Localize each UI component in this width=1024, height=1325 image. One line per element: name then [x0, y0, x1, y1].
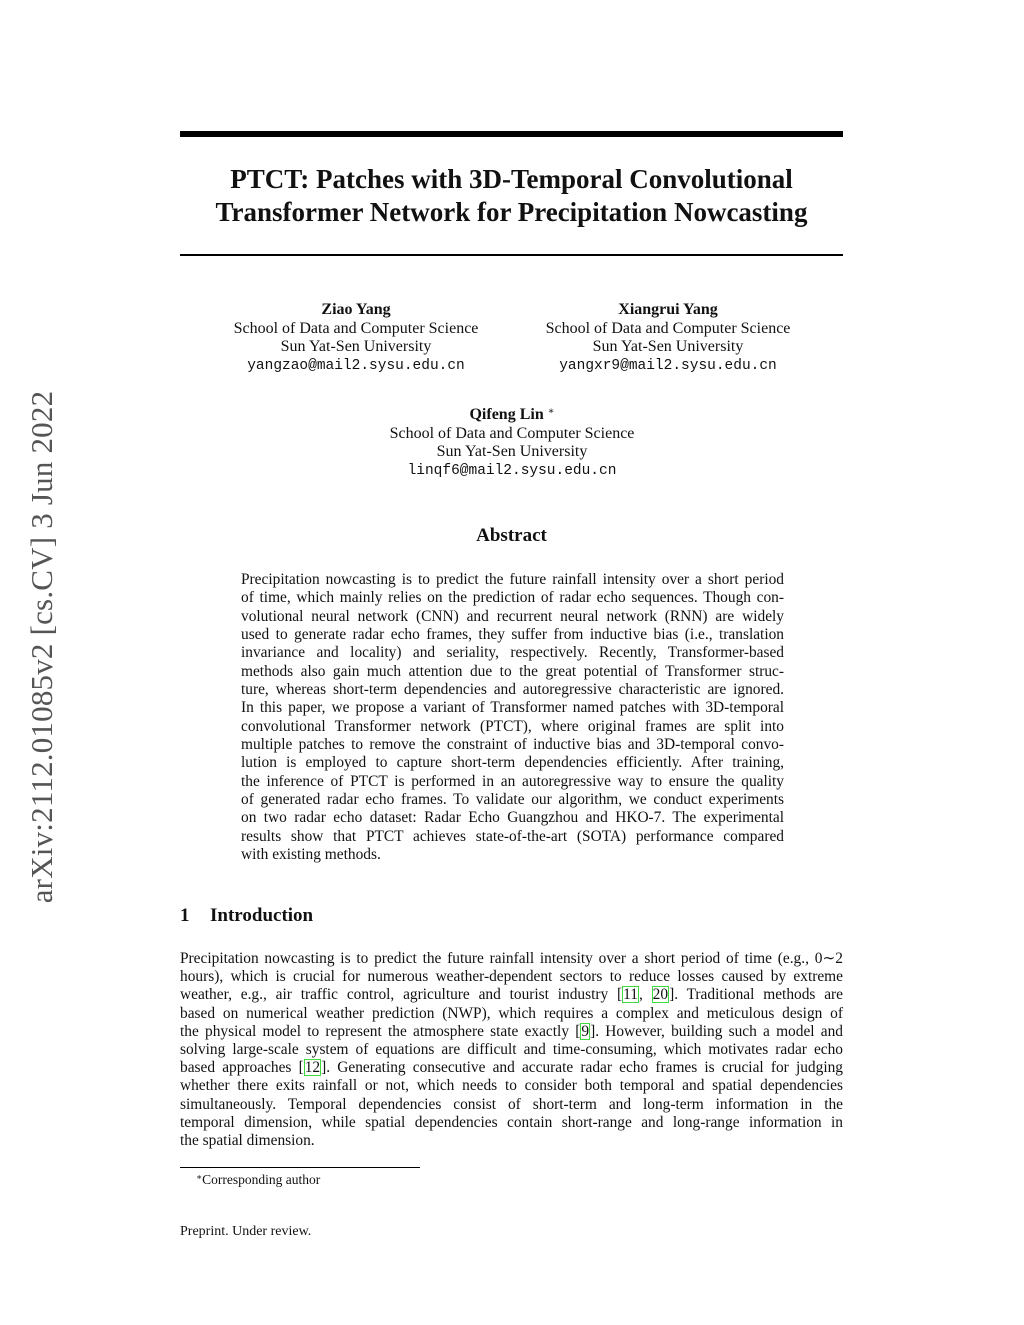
intro-text: ]. Generating consecutive and accurate radar echo frames is crucial for judging — [321, 1059, 843, 1077]
section-number: 1 — [180, 905, 190, 926]
intro-line: the spatial dimension. — [180, 1132, 315, 1150]
intro-text: the physical model to represent the atmosphere state exactly [ — [180, 1022, 581, 1040]
author-affiliation: School of Data and Computer Science — [389, 424, 635, 442]
abstract-line: results show that PTCT achieves state-of-the-art (SOTA) performance compared — [241, 827, 784, 845]
footnote — [196, 1172, 320, 1188]
author-affiliation: School of Data and Computer Science — [233, 319, 479, 337]
citation-link[interactable]: 12 — [304, 1059, 321, 1077]
section-heading-introduction — [180, 905, 313, 927]
author-university: Sun Yat-Sen University — [436, 443, 588, 460]
author-email[interactable]: yangzao@mail2.sysu.edu.cn — [247, 357, 465, 374]
abstract-line: methods also gain much attention due to the great potential of Transformer struc- — [241, 662, 784, 680]
abstract-line: used to generate radar echo frames, they suffer from inductive bias (i.e., translation — [241, 626, 784, 644]
abstract-heading: Abstract — [476, 525, 547, 546]
abstract-line: of time, which mainly relies on the prediction of radar echo sequences. Though con- — [241, 589, 784, 607]
author-university: Sun Yat-Sen University — [592, 338, 744, 355]
abstract-line: lution is employed to capture short-term dependencies efficiently. After training, — [241, 754, 784, 772]
section-title: Introduction — [210, 905, 314, 926]
intro-line: based on numerical weather prediction (NWP), which requires a complex and meticulous design of — [180, 1004, 843, 1022]
intro-text: weather, e.g., air traffic control, agriculture and tourist industry [ — [180, 986, 623, 1004]
author-email[interactable]: yangxr9@mail2.sysu.edu.cn — [559, 357, 777, 374]
title-line-2: Transformer Network for Precipitation Nowcasting — [215, 197, 808, 227]
intro-line: simultaneously. Temporal dependencies consist of short-term and long-term information in the — [180, 1095, 843, 1113]
corresponding-author-marker: ∗ — [547, 406, 555, 417]
paper-title — [180, 163, 843, 229]
abstract-line: In this paper, we propose a variant of Transformer named patches with 3D-temporal — [241, 699, 784, 717]
author-block-1 — [206, 301, 506, 375]
footnote-rule — [180, 1167, 420, 1168]
citation-link[interactable]: 11 — [623, 986, 638, 1004]
intro-line — [180, 1059, 843, 1077]
preprint-note: Preprint. Under review. — [180, 1224, 312, 1239]
abstract-line: Precipitation nowcasting is to predict the future rainfall intensity over a short period — [241, 571, 784, 588]
intro-text: , — [639, 986, 652, 1004]
intro-line — [180, 1023, 843, 1041]
author-name: Qifeng Lin — [469, 406, 544, 423]
abstract-line: volutional neural network (CNN) and recurrent neural network (RNN) are widely — [241, 607, 784, 625]
title-line-1: PTCT: Patches with 3D-Temporal Convolutional — [230, 164, 793, 194]
intro-line: hours), which is crucial for numerous weather-dependent sectors to reduce losses caused by extreme — [180, 968, 843, 986]
abstract-line: the inference of PTCT is performed in an autoregressive way to ensure the quality — [241, 772, 784, 790]
author-email[interactable]: linqf6@mail2.sysu.edu.cn — [407, 462, 617, 479]
title-bottom-rule — [180, 254, 843, 256]
abstract-line: ture, whereas short-term dependencies and autoregressive characteristic are ignored. — [241, 681, 784, 699]
abstract-line: multiple patches to remove the constraint of inductive bias and 3D-temporal convo- — [241, 736, 784, 754]
introduction-body — [180, 950, 843, 1150]
abstract-body — [241, 571, 784, 865]
intro-line: Precipitation nowcasting is to predict the future rainfall intensity over a short period of time (e.g., 0∼2 — [180, 950, 843, 967]
intro-line: temporal dimension, while spatial dependencies contain short-range and long-range information in — [180, 1113, 843, 1131]
author-name: Ziao Yang — [321, 301, 391, 318]
author-block-3 — [362, 403, 662, 480]
footnote-text: Corresponding author — [202, 1172, 321, 1187]
author-block-2 — [518, 301, 818, 375]
intro-line: whether there exits rainfall or not, which needs to consider both temporal and spatial dependencies — [180, 1077, 843, 1095]
intro-text: based approaches [ — [180, 1059, 304, 1077]
abstract-line: invariance and locality) and seriality, respectively. Recently, Transformer-based — [241, 644, 784, 662]
citation-link[interactable]: 20 — [652, 986, 669, 1004]
title-top-rule — [180, 131, 843, 137]
citation-link[interactable]: 9 — [581, 1022, 590, 1040]
abstract-line: on two radar echo dataset: Radar Echo Guangzhou and HKO-7. The experimental — [241, 809, 784, 827]
arxiv-identifier-text: arXiv:2112.01085v2 [cs.CV] 3 Jun 2022 — [24, 390, 59, 904]
author-university: Sun Yat-Sen University — [280, 338, 432, 355]
author-name-line — [362, 403, 662, 425]
abstract-line: convolutional Transformer network (PTCT), where original frames are split into — [241, 717, 784, 735]
abstract-line: with existing methods. — [241, 846, 381, 864]
abstract-line: of generated radar echo frames. To validate our algorithm, we conduct experiments — [241, 791, 784, 809]
intro-text: ]. However, building such a model and — [590, 1022, 843, 1040]
footnote-marker: ∗ — [196, 1172, 203, 1182]
author-name: Xiangrui Yang — [618, 301, 718, 318]
intro-line: solving large-scale system of equations are difficult and time-consuming, which motivates radar echo — [180, 1041, 843, 1059]
intro-line — [180, 986, 843, 1004]
author-affiliation: School of Data and Computer Science — [545, 319, 791, 337]
intro-text: ]. Traditional methods are — [669, 986, 843, 1004]
